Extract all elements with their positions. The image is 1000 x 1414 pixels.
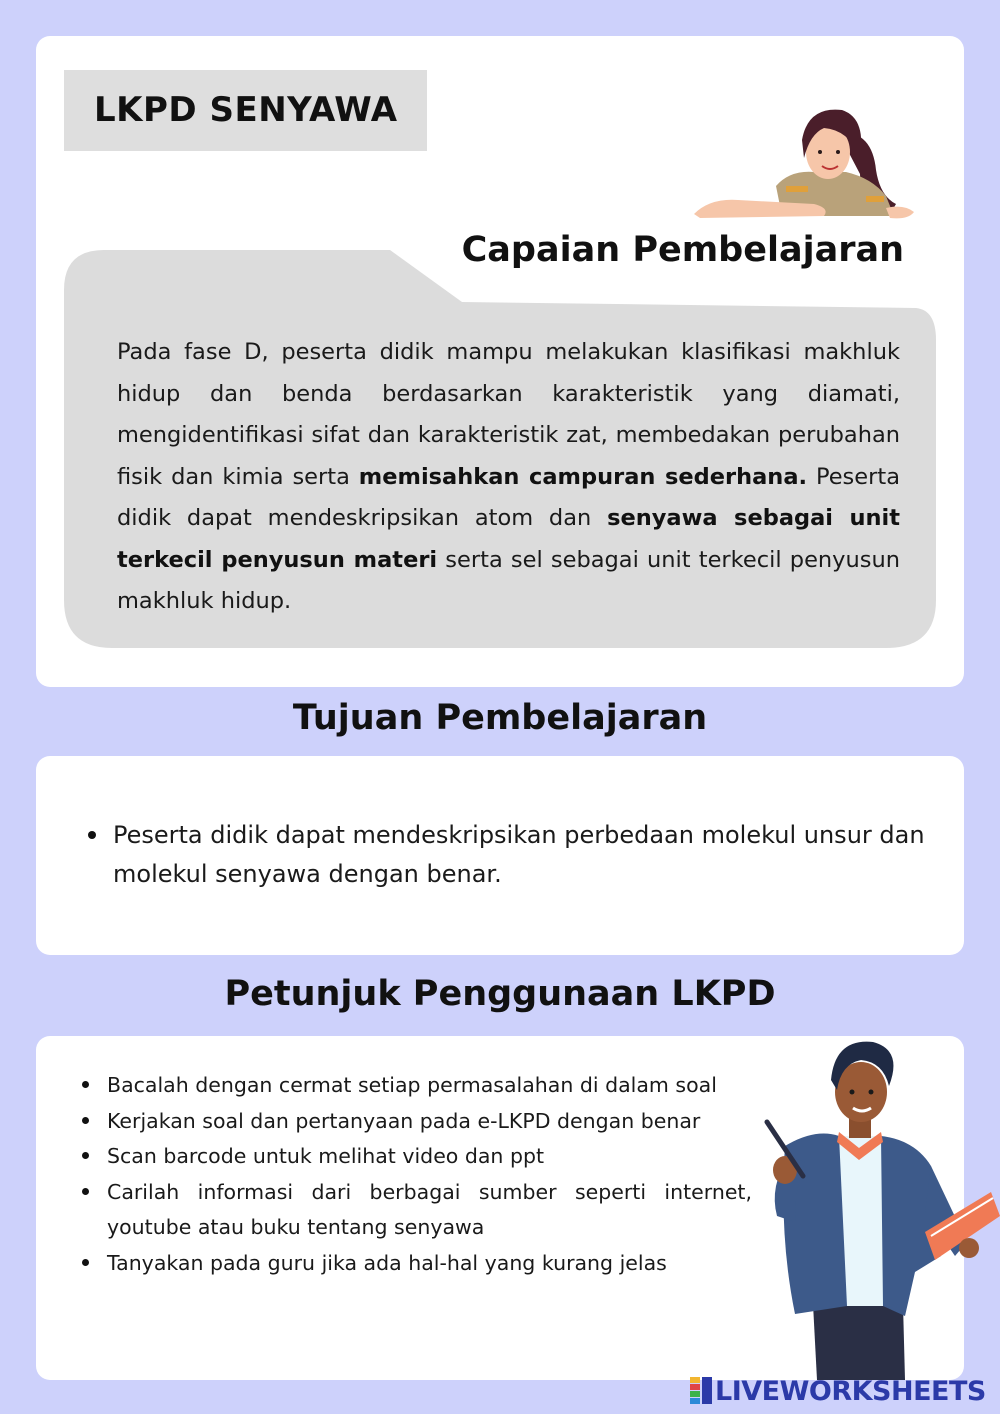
tujuan-title: Tujuan Pembelajaran — [292, 698, 708, 738]
petunjuk-item-text: Kerjakan soal dan pertanyaan pada e-LKPD dengan benar — [107, 1108, 701, 1133]
list-item — [82, 1246, 752, 1282]
tujuan-list — [88, 816, 940, 894]
teacher-woman-illustration — [690, 100, 922, 222]
petunjuk-item-text: Tanyakan pada guru jika ada hal-hal yang kurang jelas — [107, 1250, 667, 1275]
bullet-icon — [82, 1117, 89, 1124]
bullet-icon — [82, 1152, 89, 1159]
liveworksheets-logo-icon — [690, 1377, 712, 1405]
list-item — [88, 816, 940, 894]
capaian-text-2: Peserta didik dapat mendeskripsikan atom dan — [117, 463, 900, 531]
petunjuk-item-text: Carilah informasi dari berbagai sumber seperti internet, youtube atau buku tentang senyawa — [107, 1179, 752, 1239]
list-item — [82, 1068, 752, 1104]
liveworksheets-logo — [690, 1374, 986, 1408]
capaian-text-3: serta sel sebagai unit terkecil penyusun makhluk hidup. — [117, 546, 900, 614]
capaian-bold-1: memisahkan campuran sederhana. — [358, 463, 808, 490]
petunjuk-title: Petunjuk Penggunaan LKPD — [224, 974, 776, 1014]
title-box — [64, 70, 427, 151]
tujuan-item-text: Peserta didik dapat mendeskripsikan perbedaan molekul unsur dan molekul senyawa dengan benar. — [113, 821, 925, 888]
list-item — [82, 1175, 752, 1246]
petunjuk-item-text: Bacalah dengan cermat setiap permasalahan di dalam soal — [107, 1073, 717, 1097]
bullet-icon — [82, 1188, 89, 1195]
teacher-man-illustration — [755, 1036, 1000, 1380]
liveworksheets-logo-text: LIVEWORKSHEETS — [715, 1375, 986, 1407]
capaian-text-1: Pada fase D, peserta didik mampu melakukan klasifikasi makhluk hidup dan benda berdasarkan karakteristik yang diamati, mengidentifikasi sifat dan karakteristik zat, membedakan perubahan fisik dan kimia serta — [117, 339, 900, 490]
list-item — [82, 1139, 752, 1175]
capaian-paragraph — [117, 332, 900, 623]
bullet-icon — [88, 831, 96, 839]
petunjuk-item-text: Scan barcode untuk melihat video dan ppt — [107, 1144, 545, 1168]
bullet-icon — [82, 1081, 89, 1088]
petunjuk-list — [82, 1068, 752, 1281]
capaian-title: Capaian Pembelajaran — [461, 230, 904, 270]
page-title: LKPD SENYAWA — [94, 90, 398, 130]
capaian-bold-2: senyawa sebagai unit terkecil penyusun materi — [117, 505, 900, 573]
bullet-icon — [82, 1259, 89, 1266]
list-item — [82, 1104, 752, 1140]
